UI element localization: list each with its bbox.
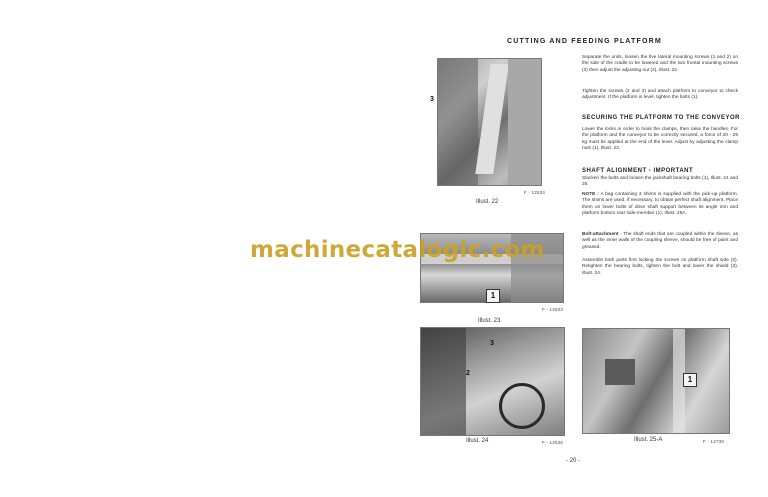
illustration-24-caption: Illust. 24: [466, 438, 489, 444]
note-label: NOTE :: [582, 192, 599, 197]
section-title: CUTTING AND FEEDING PLATFORM: [507, 38, 662, 45]
watermark: machinecatalogic.com: [250, 237, 545, 263]
illustration-25a-callout: 1: [683, 373, 697, 387]
illustration-24-ref: F - 12536: [542, 440, 564, 445]
subheading-securing-platform: SECURING THE PLATFORM TO THE CONVEYOR: [582, 115, 740, 121]
illustration-22-caption: Illust. 22: [476, 199, 499, 205]
illustration-24-callout-a: 3: [490, 340, 494, 347]
illustration-22-ref: F - 12534: [524, 190, 546, 195]
paragraph-2: Tighten the screws (2 and 3) and attach platform to conveyor to check adjustment. If the platform is level, tighten the bolts (1).: [582, 89, 738, 101]
paragraph-1: Separate the units, loosen the five lateral mounting screws (1 and 2) on the side of the cradle to be lowered and the two frontal mounting screws (3) then adjust the adjusting nut (4), Illust. 22.: [582, 55, 738, 73]
bolt-attachment-label: Bolt-attachment: [582, 232, 619, 237]
page-number: - 20 -: [566, 458, 581, 464]
bolt-attachment-paragraph: [582, 232, 738, 251]
illustration-25a-caption: Illust. 25-A: [634, 437, 663, 443]
paragraph-4: Slacken the belts and loosen the jackshaft bearing bolts (1), Illust. 24 and 25.: [582, 176, 738, 188]
subheading-shaft-alignment: SHAFT ALIGNMENT - IMPORTANT: [582, 168, 694, 174]
illustration-25a-photo: [582, 328, 730, 434]
illustration-23-callout: 1: [486, 289, 500, 303]
illustration-25a-ref: F - 12730: [703, 439, 725, 444]
note-text: A bag containing 3 shims is supplied with the pick-up platform. The shims are used, if necessary, to obtain perfect shaft alignment. Place them on lower bolts of drive shaft support between its angle iron and platform bottom rear side-member (1), Illust. 25A.: [582, 192, 738, 217]
illustration-23-caption: Illust. 23: [478, 318, 501, 324]
illustration-22-photo: [437, 58, 542, 186]
illustration-22-callout: 3: [430, 96, 434, 103]
illustration-23-ref: F - 12533: [542, 307, 564, 312]
paragraph-3: Lower the locks in order to hook the clamps, then raise the handles. For the platform and the conveyor to be correctly secured, a force of 20 - 25 kg must be applied at the end of the lever. Adjust by adjusting the clamp nuts (1), Illust. 23.: [582, 127, 738, 152]
note-paragraph: [582, 192, 738, 218]
bolt-attachment-text: - The shaft ends that are coupled within the sleeve, as well as the inner walls of the coupling sleeve, should be free of paint and greased.: [582, 232, 738, 250]
illustration-24-callout-b: 2: [466, 370, 470, 377]
paragraph-7: Assemble both parts first locking the screws on platform shaft side (2). Retighten the bearing bolts, tighten the belt and lower the shield (3), Illust. 24.: [582, 258, 738, 276]
